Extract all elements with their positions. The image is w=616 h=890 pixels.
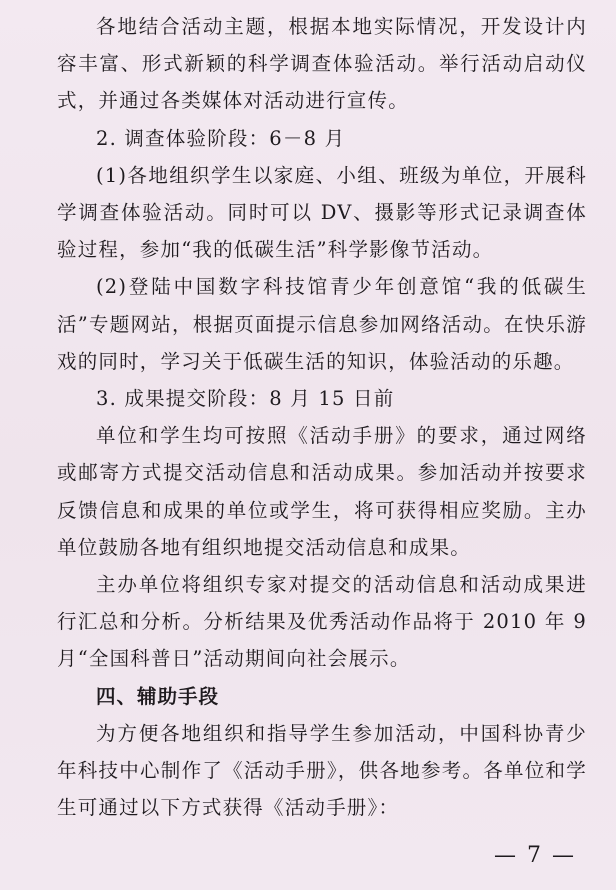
section-heading-support: 四、辅助手段 <box>96 684 220 708</box>
paragraph-analysis: 主办单位将组织专家对提交的活动信息和活动成果进行汇总和分析。分析结果及优秀活动作品将于 2010 年 9 月“全国科普日”活动期间向社会展示。 <box>57 573 587 671</box>
paragraph-support: 为方便各地组织和指导学生参加活动，中国科协青少年科技中心制作了《活动手册》，供各地参考。各单位和学生可通过以下方式获得《活动手册》： <box>57 721 587 820</box>
paragraph-survey-item-1: (1)各地组织学生以家庭、小组、班级为单位，开展科学调查体验活动。同时可以 DV、摄影等形式记录调查体验过程，参加“我的低碳生活”科学影像节活动。 <box>57 163 587 262</box>
body-text <box>57 8 587 826</box>
page-number: — 7 — <box>494 843 576 868</box>
paragraph-submission: 单位和学生均可按照《活动手册》的要求，通过网络或邮寄方式提交活动信息和活动成果。参加活动并按要求反馈信息和成果的单位或学生，将可获得相应奖励。主办单位鼓励各地有组织地提交活动信息和成果。 <box>57 424 587 559</box>
paragraph-activity-design: 各地结合活动主题，根据本地实际情况，开发设计内容丰富、形式新颖的科学调查体验活动。举行活动启动仪式，并通过各类媒体对活动进行宣传。 <box>57 15 587 113</box>
subheading-survey-stage: 2. 调查体验阶段：6－8 月 <box>96 126 346 150</box>
paragraph-survey-item-2: (2)登陆中国数字科技馆青少年创意馆“我的低碳生活”专题网站，根据页面提示信息参加网络活动。在快乐游戏的同时，学习关于低碳生活的知识，体验活动的乐趣。 <box>57 275 587 373</box>
subheading-submission-stage: 3. 成果提交阶段：8 月 15 日前 <box>96 387 395 411</box>
